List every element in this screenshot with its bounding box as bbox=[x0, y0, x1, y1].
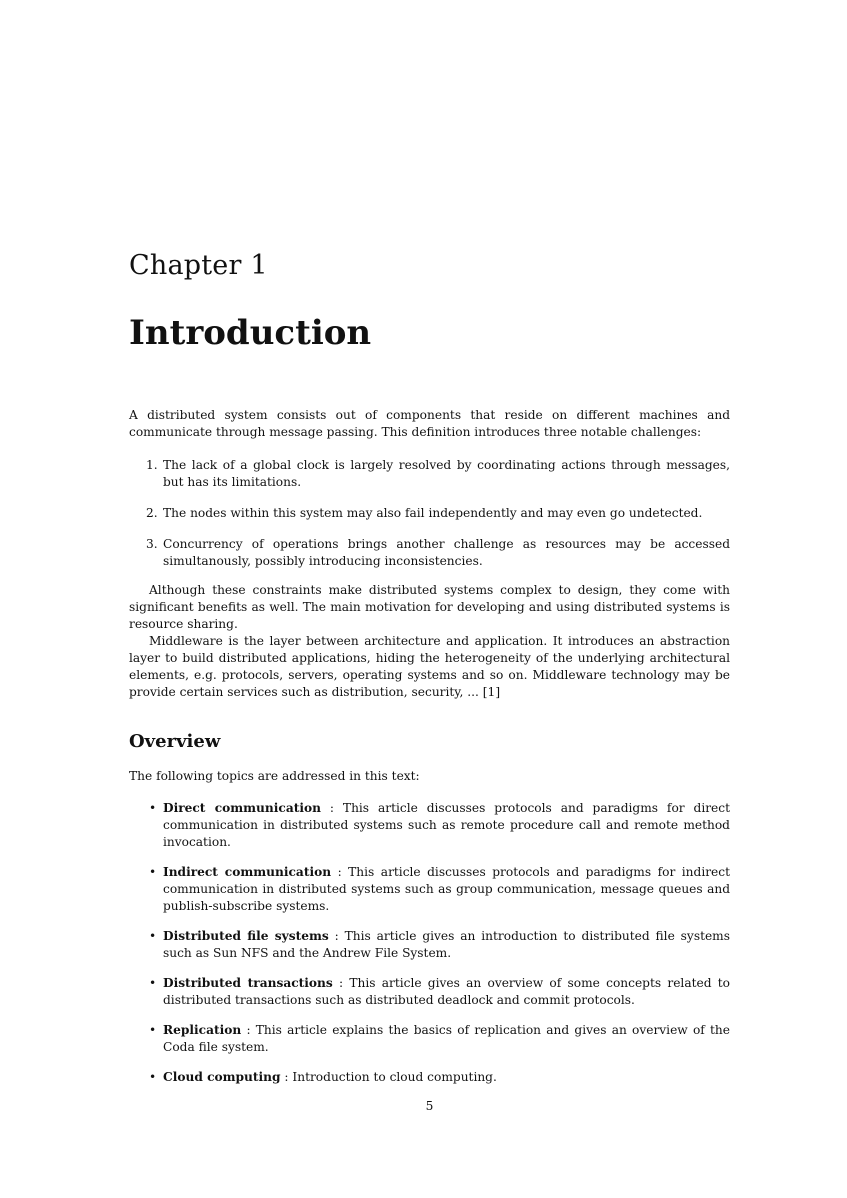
list-item-text: The nodes within this system may also fail independently and may even go undetected. bbox=[163, 506, 703, 520]
list-item-text: The lack of a global clock is largely resolved by coordinating actions through messages, but has its limitations. bbox=[163, 458, 730, 489]
list-item bbox=[129, 1069, 730, 1086]
body-paragraphs bbox=[129, 582, 730, 701]
topic-term: Replication bbox=[163, 1023, 242, 1037]
topic-description: : This article gives an overview of some concepts related to distributed transactions such as distributed deadlock and commit protocols. bbox=[163, 976, 730, 1007]
list-item bbox=[129, 928, 730, 962]
list-item bbox=[129, 864, 730, 915]
topic-description: : Introduction to cloud computing. bbox=[280, 1070, 497, 1084]
list-item-number: 1. bbox=[146, 458, 158, 472]
bullet-icon: • bbox=[149, 1023, 157, 1037]
page-number: 5 bbox=[425, 1099, 434, 1113]
list-item bbox=[129, 536, 730, 570]
topic-description: : This article discusses protocols and paradigms for direct communication in distributed systems such as remote procedure call and remote method invocation. bbox=[163, 801, 730, 849]
list-item-text: Concurrency of operations brings another challenge as resources may be accessed simultanously, possibly introducing inconsistencies. bbox=[163, 537, 730, 568]
middleware-paragraph: Middleware is the layer between architecture and application. It introduces an abstraction layer to build distributed applications, hiding the heterogeneity of the underlying architectural elements, e.g. protocols, servers, operating systems and so on. Middleware technology may be provide certain services such as distribution, security, ... [1] bbox=[129, 634, 730, 699]
list-item bbox=[129, 800, 730, 851]
topic-term: Distributed transactions bbox=[163, 976, 333, 990]
intro-paragraph: A distributed system consists out of components that reside on different machines and communicate through message passing. This definition introduces three notable challenges: bbox=[129, 408, 730, 439]
chapter-label: Chapter 1 bbox=[129, 250, 268, 281]
list-item-number: 3. bbox=[146, 537, 158, 551]
topic-term: Indirect communication bbox=[163, 865, 332, 879]
topic-term: Direct communication bbox=[163, 801, 321, 815]
list-item bbox=[129, 975, 730, 1009]
topic-term: Distributed file systems bbox=[163, 929, 329, 943]
list-item bbox=[129, 1022, 730, 1056]
list-item bbox=[129, 505, 730, 522]
chapter-title: Introduction bbox=[129, 313, 372, 353]
topic-term: Cloud computing bbox=[163, 1070, 281, 1084]
bullet-icon: • bbox=[149, 929, 157, 943]
topics-list bbox=[129, 800, 730, 1099]
challenges-list bbox=[129, 457, 730, 584]
topic-description: : This article gives an introduction to distributed file systems such as Sun NFS and the Andrew File System. bbox=[163, 929, 730, 960]
list-item bbox=[129, 457, 730, 491]
motivation-paragraph: Although these constraints make distributed systems complex to design, they come with significant benefits as well. The main motivation for developing and using distributed systems is resource sharing. bbox=[129, 583, 730, 631]
bullet-icon: • bbox=[149, 976, 157, 990]
topic-description: : This article discusses protocols and paradigms for indirect communication in distributed systems such as group communication, message queues and publish-subscribe systems. bbox=[163, 865, 730, 913]
bullet-icon: • bbox=[149, 865, 157, 879]
bullet-icon: • bbox=[149, 801, 157, 815]
list-item-number: 2. bbox=[146, 506, 158, 520]
overview-intro: The following topics are addressed in this text: bbox=[129, 769, 420, 783]
bullet-icon: • bbox=[149, 1070, 157, 1084]
topic-description: : This article explains the basics of replication and gives an overview of the Coda file system. bbox=[163, 1023, 730, 1054]
section-title: Overview bbox=[129, 731, 221, 752]
